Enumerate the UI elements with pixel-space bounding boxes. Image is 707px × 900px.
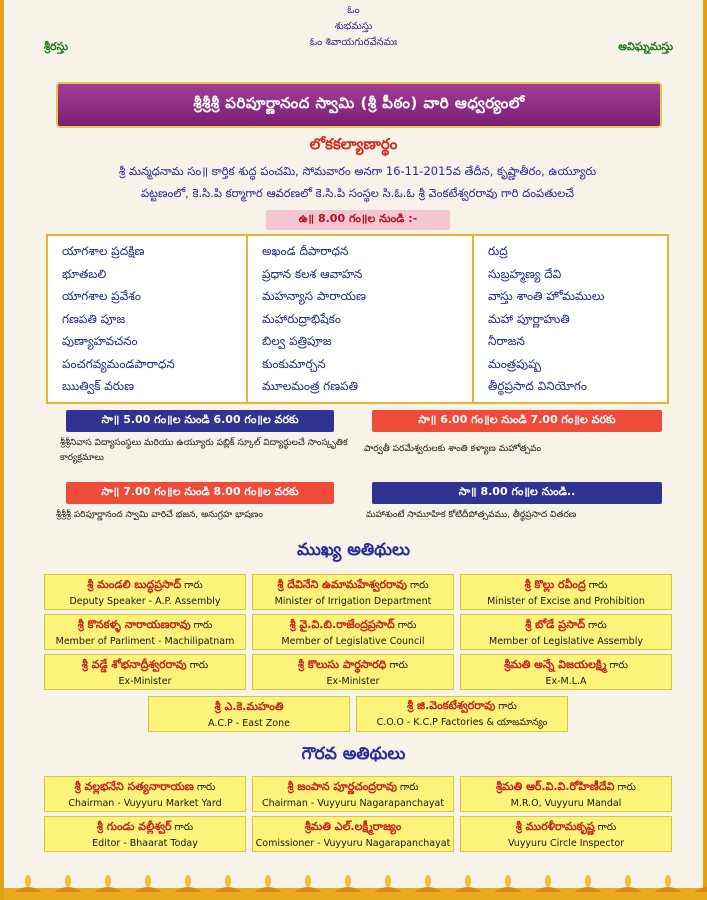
guest-card [44, 574, 246, 610]
ritual-item: తీర్థప్రసాద వినియోగం [488, 379, 588, 393]
guest-card [460, 574, 672, 610]
ritual-column-3 [474, 236, 667, 402]
diya-lamp-border [4, 874, 707, 900]
guest-name: శ్రీ వడ్డే శోభనాద్రీశ్వరరావు [81, 657, 187, 671]
ritual-item: యాగశాల ప్రదక్షిణ [62, 244, 145, 258]
guest-role: Chairman - Vuyyuru Nagarapanchayat [261, 797, 445, 809]
evening-time-badge-4: సా॥ 8.00 గం॥ల నుండి.. [372, 482, 662, 504]
guest-role: Ex-Minister [326, 675, 380, 687]
guest-role: M.R.O, Vuyyuru Mandal [510, 797, 622, 809]
ritual-item: యాగశాల ప్రవేశం [62, 289, 141, 303]
guest-card [252, 816, 454, 852]
shiva-invocation: ఓం శివాయగురవేనమః [309, 37, 398, 48]
guest-honorific: గారు [409, 579, 429, 591]
guest-role: Minister of Irrigation Department [274, 595, 432, 607]
guest-honorific: గారు [498, 700, 517, 712]
guest-honorific: గారు [397, 619, 417, 631]
guest-name: శ్రీమతి అన్నే విజయలక్ష్మి [504, 657, 607, 671]
main-guests-title: ముఖ్య అతిథులు [297, 540, 410, 560]
intro-line-1: శ్రీ మన్మధనామ సం॥ కార్తిక శుద్ధ పంచమి, సోమవారం అనగా 16-11-2015వ తేదీన, కృష్ణాతీరం, ఉయ్యూరు [118, 164, 597, 178]
guest-name: శ్రీ జి.వెంకటేశ్వరరావు [407, 698, 496, 712]
ritual-item: ఋత్విక్ వరుణ [62, 379, 134, 393]
ritual-item: మహారుద్రాభిషేకం [262, 311, 341, 326]
ritual-list [46, 234, 669, 404]
evening-time-badge-3: సా॥ 7.00 గం॥ల నుండి 8.00 గం॥ల వరకు [66, 482, 334, 504]
guest-role: C.O.O - K.C.P Factories & యాజమాన్యం [376, 716, 548, 728]
header-banner: శ్రీశ్రీశ్రీ పరిపూర్ణానంద స్వామి (శ్రీ పీఠం) వారి ఆధ్వర్యంలో [56, 82, 662, 128]
guest-honorific: గారు [609, 659, 628, 671]
guest-honorific: గారు [617, 781, 637, 793]
ritual-item: మహన్యాస పారాయణ [262, 289, 366, 303]
morning-time-badge: ఉ॥ 8.00 గం॥ల నుండి :- [266, 210, 450, 230]
evening-time-badge-2: సా॥ 6.00 గం॥ల నుండి 7.00 గం॥ల వరకు [372, 410, 662, 432]
ritual-column-2 [248, 236, 474, 402]
ritual-item: అఖండ దీపారాధన [262, 244, 349, 258]
ritual-item: బిల్వ పత్రిపూజ [262, 334, 332, 348]
guest-honorific: గారు [400, 781, 419, 793]
guest-card [44, 776, 246, 812]
guest-name: శ్రీ మురళీరామకృష్ణ [515, 819, 595, 833]
ritual-item: రుద్ర [488, 244, 508, 258]
guest-role: Chairman - Vuyyuru Market Yard [68, 797, 222, 809]
evening-event-3: శ్రీశ్రీశ్రీ పరిపూర్ణానంద స్వామి వారిచే భజన, అనుగ్రహ భాషణం [56, 510, 263, 520]
guest-card [356, 696, 568, 732]
ritual-item: పుణ్యాహవచనం [62, 334, 138, 348]
evening-event-2: పార్వతీ పరమేశ్వరులకు శాంతి కళ్యాణ మహోత్సవం [364, 444, 542, 454]
guest-honorific: గారు [189, 659, 209, 671]
guest-name: శ్రీ గుండు వల్లీశ్వర్ [96, 819, 172, 833]
guest-role: Comissioner - Vuyyuru Nagarapanchayat [255, 837, 451, 849]
guest-name: శ్రీ జంపాన పూర్ణచంద్రరావు [287, 779, 397, 793]
blessing-left: శ్రీరస్తు [44, 40, 69, 53]
guest-card [460, 614, 672, 650]
guest-name: శ్రీ కొల్లు రవీంద్ర [524, 577, 586, 591]
ritual-item: సుబ్రహ్మణ్య దేవి [488, 266, 562, 281]
guest-card [44, 654, 246, 690]
evening-event-1: శ్రీశ్రీనివాస విద్యాసంస్థలు మరియు ఉయ్యూరు పబ్లిక్ స్కూల్ విద్యార్థులచే సాంస్కృతిక కార్యక్రమాలు [60, 438, 348, 463]
guest-name: శ్రీ మండలి బుద్ధప్రసాద్ [87, 577, 182, 591]
om-text: ఓం [347, 5, 360, 16]
guest-name: శ్రీ వై.వి.బి.రాజేంద్రప్రసాద్ [289, 617, 395, 631]
ritual-column-1 [48, 236, 248, 402]
guest-name: శ్రీ బోడే ప్రసాద్ [525, 617, 586, 631]
guest-name: శ్రీ దేవినేని ఉమామహేశ్వరరావు [277, 577, 407, 591]
guest-card [252, 574, 454, 610]
ritual-item: వాస్తు శాంతి హోమములు [488, 289, 605, 303]
honor-guests-title: గౌరవ అతిథులు [301, 744, 406, 764]
guest-role: Member of Legislative Council [281, 635, 425, 647]
guest-honorific: గారు [588, 579, 608, 591]
guest-card [460, 776, 672, 812]
guest-name: శ్రీ ఎ.కె.మహంతి [214, 699, 284, 713]
guest-role: Minister of Excise and Prohibition [487, 595, 645, 607]
guest-card [44, 614, 246, 650]
guest-role: Editor - Bhaarat Today [92, 837, 198, 849]
guest-name: శ్రీ వల్లభనేని సత్యనారాయణ [74, 779, 194, 793]
ritual-item: ప్రధాన కలశ ఆవాహన [262, 266, 363, 281]
ritual-item: గణపతి పూజ [62, 311, 126, 326]
blessing-right: అవిఘ్నమస్తు [618, 40, 673, 53]
guest-role: Member of Parliment - Machilipatnam [55, 635, 235, 647]
guest-name: శ్రీమతి ఎల్.లక్ష్మీరాజ్యం [304, 819, 402, 833]
ritual-item: మహా పూర్ణాహుతి [488, 311, 570, 326]
guest-card [252, 614, 454, 650]
guest-honorific: గారు [193, 619, 213, 631]
guest-role: Member of Legislative Assembly [489, 635, 643, 647]
guest-role: Deputy Speaker - A.P. Assembly [69, 595, 221, 607]
guest-role: A.C.P - East Zone [208, 717, 290, 729]
guest-name: శ్రీ కొలుసు పార్థసారధి [297, 657, 387, 671]
guest-honorific: గారు [184, 579, 203, 591]
guest-card [44, 816, 246, 852]
guest-role: Ex-Minister [118, 675, 172, 687]
ritual-item: మంత్రపుష్ప [488, 356, 541, 371]
guest-card [148, 696, 350, 732]
guest-card [252, 654, 454, 690]
guest-name: శ్రీ కొనకళ్ళ నారాయణరావు [77, 617, 191, 631]
ritual-item: కుంకుమార్చన [262, 356, 326, 371]
evening-time-badge-1: సా॥ 5.00 గం॥ల నుండి 6.00 గం॥ల వరకు [66, 410, 334, 432]
ritual-item: మూలమంత్ర గణపతి [262, 379, 358, 393]
intro-line-2: పట్టణంలో, కె.సి.పి కర్మాగార ఆవరణలో కె.సి.పి సంస్థల సి.ఓ.ఓ శ్రీ వెంకటేశ్వరరావు గారి దంపతులచే [140, 186, 575, 200]
guest-name: శ్రీమతి ఆర్.వి.వి.రోహిణీదేవి [495, 779, 615, 793]
guest-honorific: గారు [196, 781, 216, 793]
guest-card [460, 654, 672, 690]
guest-card [252, 776, 454, 812]
shubhamastu-text: శుభమస్తు [334, 21, 373, 32]
ritual-item: నీరాజన [488, 334, 525, 348]
guest-honorific: గారు [597, 821, 617, 833]
guest-honorific: గారు [389, 659, 409, 671]
guest-card [460, 816, 672, 852]
ritual-item: భూతబలి [62, 266, 107, 281]
guest-role: Vuyyuru Circle Inspector [507, 837, 625, 849]
evening-event-4: మహాశుంటే సామూహిక కోటిదీపోత్సవము, తీర్థప్రసాద వితరణ [366, 510, 577, 520]
subheading: లోకకల్యాణార్థం [309, 135, 398, 153]
intro-text [44, 160, 671, 204]
guest-honorific: గారు [174, 821, 194, 833]
guest-role: Ex-M.L.A [545, 675, 587, 687]
guest-honorific: గారు [588, 619, 607, 631]
ritual-item: పంచగవ్యమండపారాధన [62, 356, 175, 371]
